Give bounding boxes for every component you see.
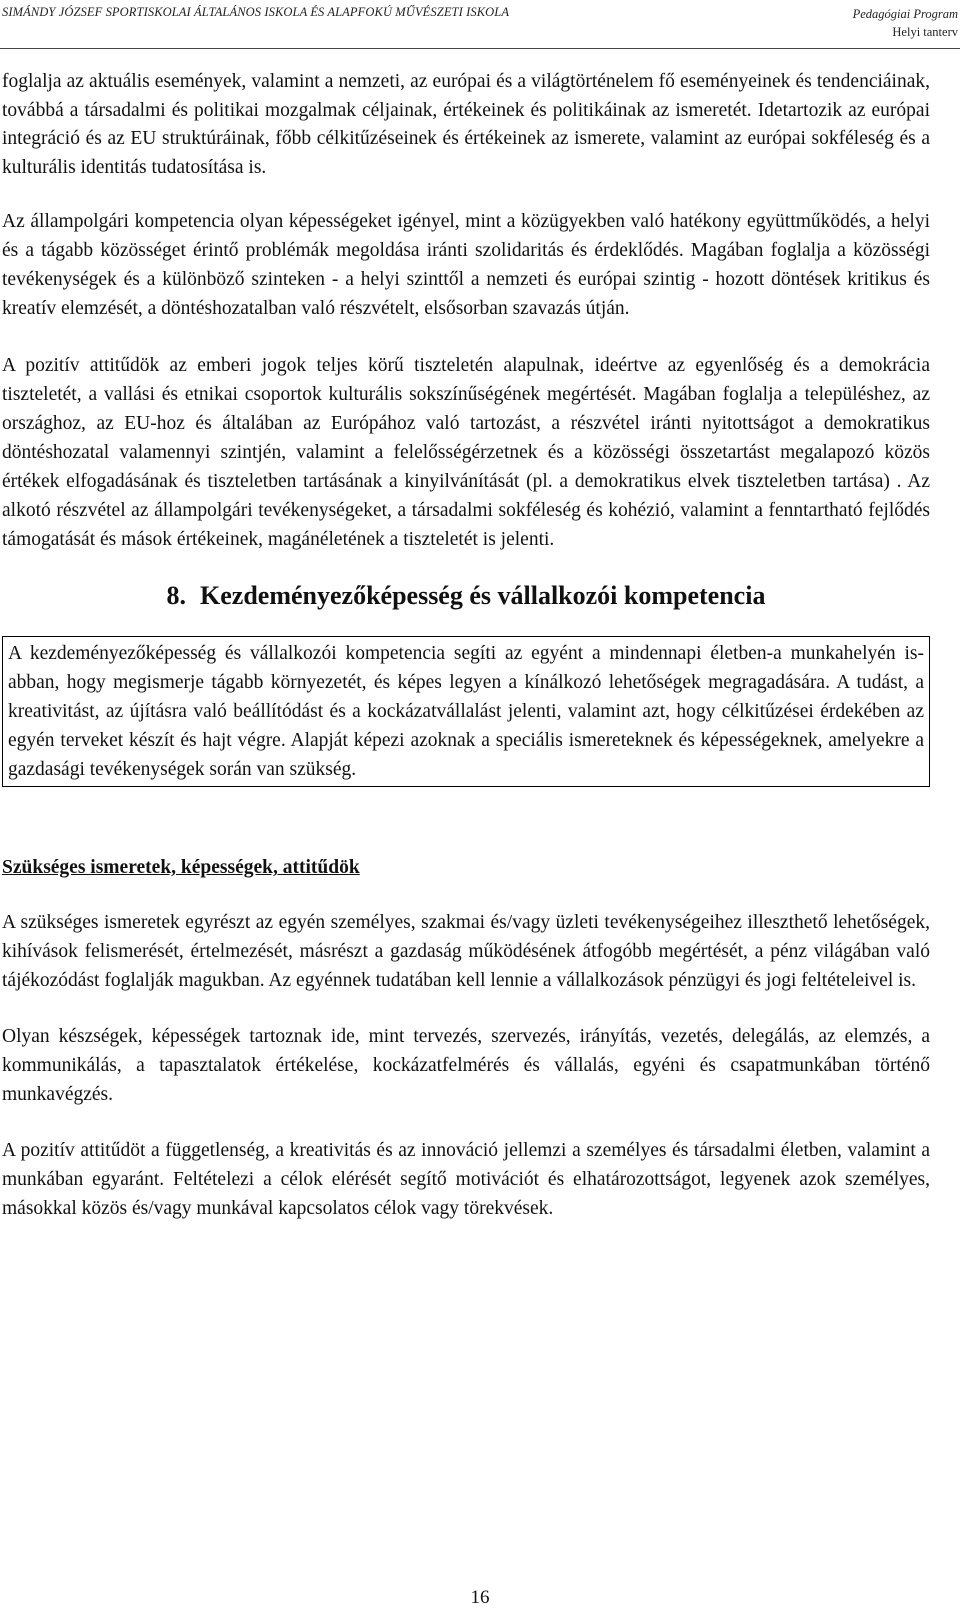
paragraph-knowledge: A szükséges ismeretek egyrészt az egyén személyes, szakmai és/vagy üzleti tevékenységeihez illeszthető lehetőségek, kihívások felismerését, értelmezését, másrészt a gazdaság működésének átfogóbb megértését, a pénz világában való tájékozódást foglalják magukban. Az egyénnek tudatában kell lennie a vállalkozások pénzügyi és jogi feltételeivel is. bbox=[2, 912, 930, 992]
section-heading bbox=[2, 576, 930, 616]
section-title: Kezdeményezőképesség és vállalkozói kompetencia bbox=[200, 581, 766, 611]
paragraph-civic-knowledge: foglalja az aktuális események, valamint a nemzeti, az európai és a világtörténelem fő eseményeinek és tendenciáinak, továbbá a társadalmi és politikai mozgalmak céljainak, értékeinek és politikáinak az ismeretét. Idetartozik az európai integráció és az EU struktúráinak, főbb célkitűzéseinek és értékeinek az ismerete, valamint az európai sokféleség és a kulturális identitás tudatosítása is. bbox=[2, 71, 930, 178]
subheading: Szükséges ismeretek, képességek, attitűdök bbox=[2, 857, 360, 879]
paragraph-civic-attitudes: A pozitív attitűdök az emberi jogok teljes körű tiszteletén alapulnak, ideértve az egyenlőség és a demokrácia tiszteletét, a vallási és etnikai csoportok kulturális sokszínűségének megértését. Magában foglalja a településhez, az országhoz, az EU-hoz és általában az Európához való tartozást, a részvétel iránti nyitottságot a demokratikus döntéshozatal valamennyi szintjén, valamint a felelősségérzetnek és a közösségi összetartást megalapozó közös értékek elfogadásának és tiszteletben tartásának a kinyilvánítását (pl. a demokratikus elvek tiszteletben tartása) . Az alkotó részvétel az állampolgári tevékenységeket, a társadalmi sokféleség és kohézió, valamint a fenntartható fejlődés támogatását és mások értékeinek, magánéletének a tiszteletét is jelenti. bbox=[2, 355, 930, 551]
page-content bbox=[2, 68, 930, 1250]
document-subtitle: Helyi tanterv bbox=[892, 25, 958, 39]
section-number: 8. bbox=[166, 581, 187, 611]
document-title-block bbox=[853, 5, 958, 41]
definition-box bbox=[2, 636, 930, 787]
document-title: Pedagógiai Program bbox=[852, 7, 958, 21]
school-name: SIMÁNDY JÓZSEF SPORTISKOLAI ÁLTALÁNOS ISKOLA ÉS ALAPFOKÚ MŰVÉSZETI ISKOLA bbox=[2, 5, 510, 19]
paragraph-skills: Olyan készségek, képességek tartoznak ide, mint tervezés, szervezés, irányítás, vezetés, delegálás, az elemzés, a kommunikálás, a tapasztalatok értékelése, kockázatfelmérés és vállalás, egyéni és csapatmunkában történő munkavégzés. bbox=[2, 1026, 930, 1106]
page-number: 16 bbox=[470, 1587, 490, 1608]
page-header bbox=[0, 2, 960, 49]
paragraph-civic-skills: Az állampolgári kompetencia olyan képességeket igényel, mint a közügyekben való hatékony együttműködés, a helyi és a tágabb közösséget érintő problémák megoldása iránti szolidaritás és érdeklődés. Magában foglalja a közösségi tevékenységek és a különböző szinteken - a helyi szinttől a nemzeti és európai szintig - hozott döntések kritikus és kreatív elemzését, a döntéshozatalban való részvételt, elsősorban szavazás útján. bbox=[2, 211, 930, 320]
definition-text: A kezdeményezőképesség és vállalkozói kompetencia segíti az egyént a mindennapi életben-a munkahelyén is- abban, hogy megismerje tágabb környezetét, és képes legyen a kínálkozó lehetőségek megragadására. A tudást, a kreativitást, az újításra való beállítódást és a kockázatvállalást jelenti, valamint azt, hogy célkitűzései érdekében az egyén terveket készít és hajt végre. Alapját képezi azoknak a speciális ismereteknek és képességeknek, amelyekre a gazdasági tevékenységek során van szükség. bbox=[8, 643, 924, 781]
paragraph-attitudes: A pozitív attitűdöt a függetlenség, a kreativitás és az innováció jellemzi a személyes és társadalmi életben, valamint a munkában egyaránt. Feltételezi a célok elérését segítő motivációt és elhatározottságot, legyenek azok személyes, másokkal közös és/vagy munkával kapcsolatos célok vagy törekvések. bbox=[2, 1140, 930, 1220]
